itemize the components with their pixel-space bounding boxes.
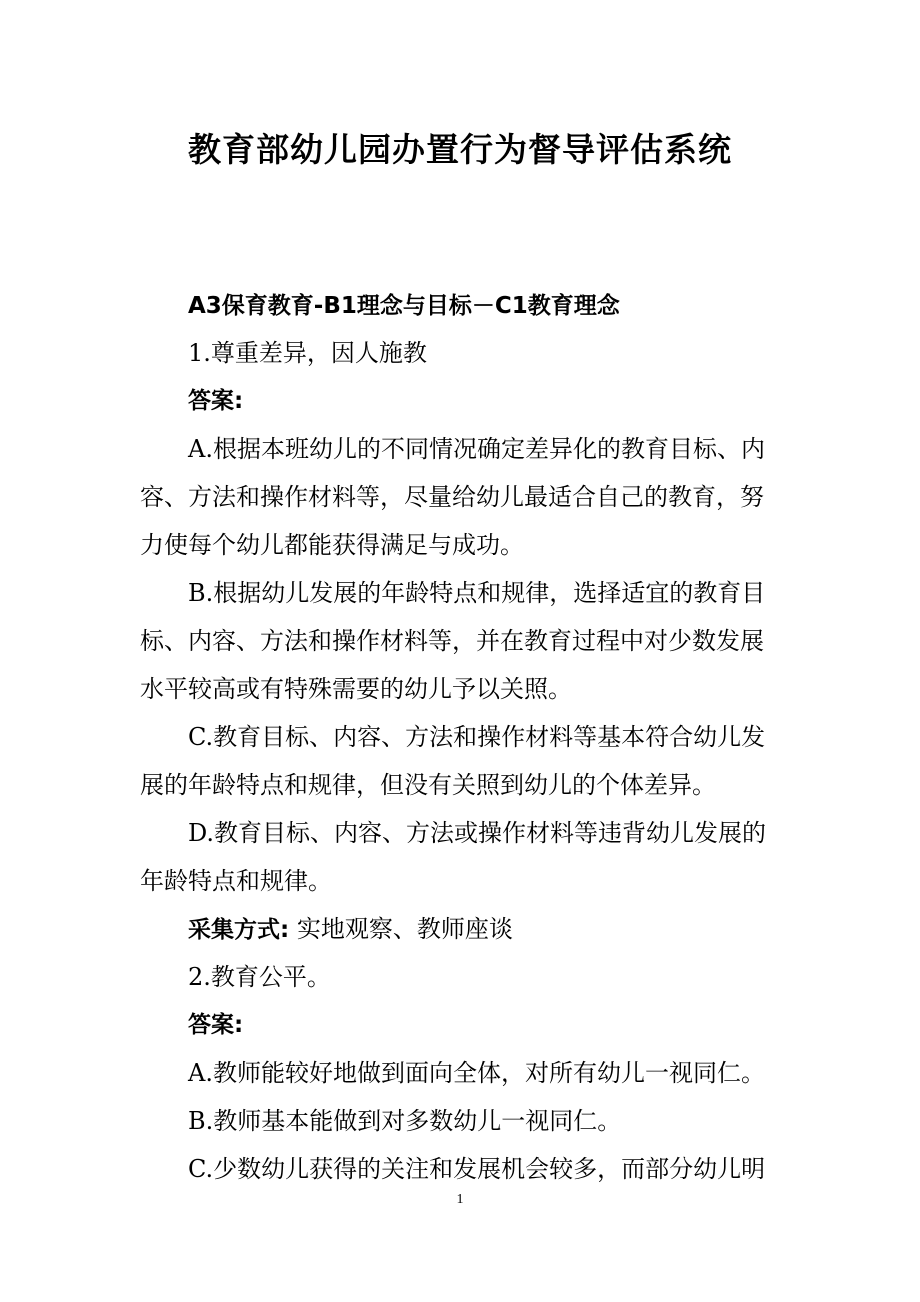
option-a-line-2: 容、方法和操作材料等，尽量给幼儿最适合自己的教育，努 <box>140 483 764 511</box>
page-number: 1 <box>456 1192 464 1207</box>
option-c-line-1: C.教育目标、内容、方法和操作材料等基本符合幼儿发 <box>188 723 766 751</box>
option-d-line-2: 年龄特点和规律。 <box>140 867 332 895</box>
option-c-line-2: 展的年龄特点和规律，但没有关照到幼儿的个体差异。 <box>140 771 716 799</box>
option-d-line-1: D.教育目标、内容、方法或操作材料等违背幼儿发展的 <box>188 819 767 847</box>
option-b-line-3: 水平较高或有特殊需要的幼儿予以关照。 <box>140 675 572 703</box>
collection-method-label: 采集方式: <box>188 917 290 943</box>
option-b-line-1: B.根据幼儿发展的年龄特点和规律，选择适宜的教育目 <box>188 579 766 607</box>
option-a-line-3: 力使每个幼儿都能获得满足与成功。 <box>140 531 524 559</box>
collection-method <box>188 909 513 950</box>
document-title: 教育部幼儿园办置行为督导评估系统 <box>188 130 732 169</box>
option-b-line-2: 标、内容、方法和操作材料等，并在教育过程中对少数发展 <box>140 627 764 655</box>
q2-option-c: C.少数幼儿获得的关注和发展机会较多，而部分幼儿明 <box>188 1155 766 1183</box>
option-a-line-1: A.根据本班幼儿的不同情况确定差异化的教育目标、内 <box>188 435 765 463</box>
answer-label-1: 答案: <box>188 388 244 414</box>
section-heading: A3保育教育-B1理念与目标－C1教育理念 <box>188 293 620 319</box>
question-1: 1.尊重差异，因人施教 <box>188 339 427 367</box>
collection-method-value: 实地观察、教师座谈 <box>289 915 513 943</box>
q2-option-a: A.教师能较好地做到面向全体，对所有幼儿一视同仁。 <box>188 1059 765 1087</box>
q2-option-b: B.教师基本能做到对多数幼儿一视同仁。 <box>188 1107 622 1135</box>
question-2: 2.教育公平。 <box>188 963 331 991</box>
answer-label-2: 答案: <box>188 1012 244 1038</box>
